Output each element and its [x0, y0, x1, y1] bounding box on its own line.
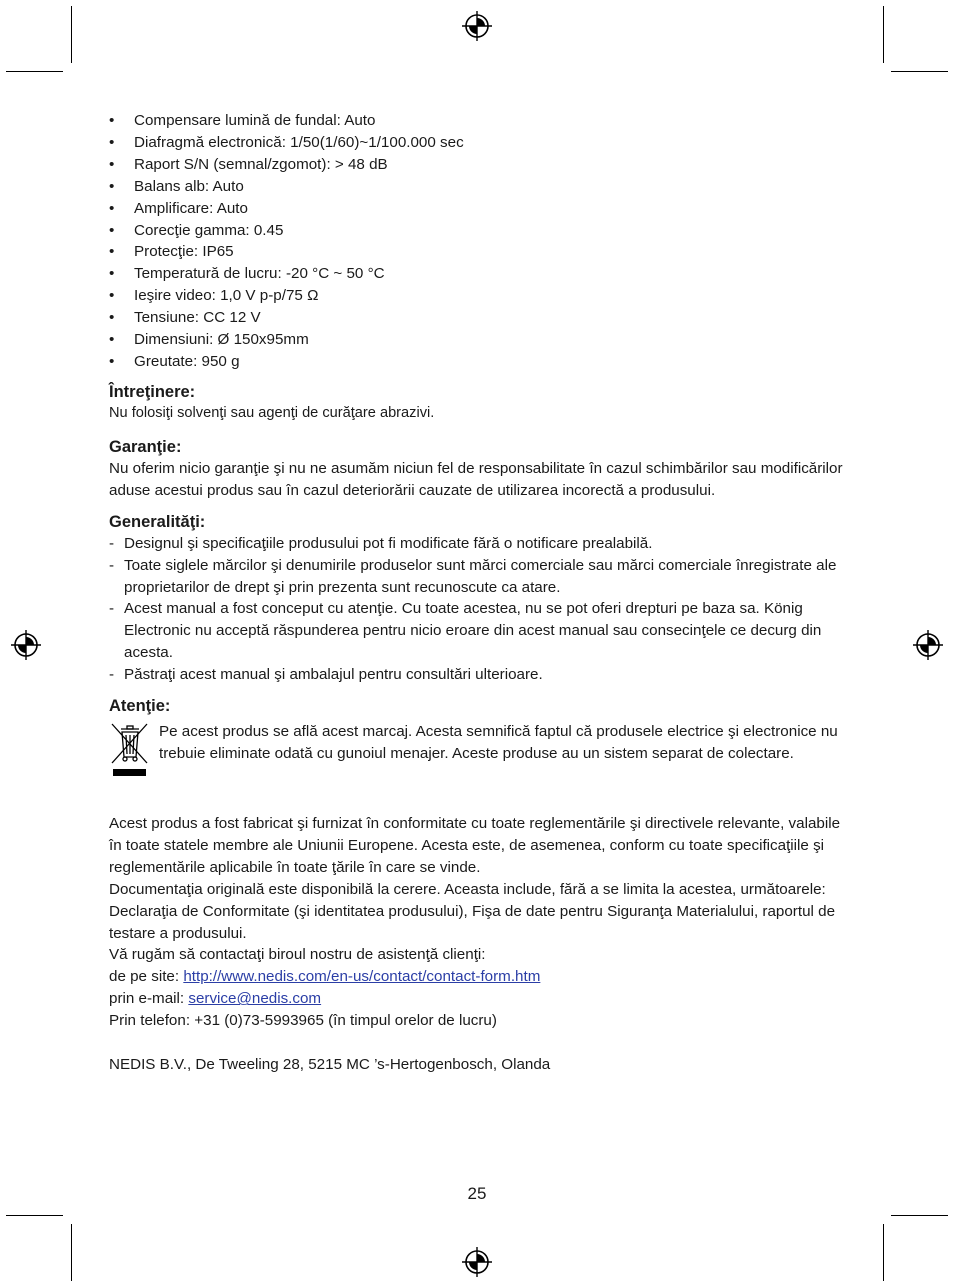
list-item: - Toate siglele mărcilor şi denumirile produselor sunt mărci comerciale sau mărci comerciale înregistrate ale proprietarilor de drept şi prin prezenta sunt recunoscute ca atare. [109, 555, 845, 599]
crop-mark [883, 1224, 884, 1281]
warranty-heading: Garanţie: [109, 437, 182, 456]
crop-mark [891, 71, 948, 72]
weee-crossed-bin-icon [109, 721, 149, 781]
list-item: • Raport S/N (semnal/zgomot): > 48 dB [109, 154, 845, 176]
warranty-text: Nu oferim nicio garanţie şi nu ne asumăm niciun fel de responsabilitate în cazul schimbărilor sau modificărilor aduse acestui produs sau în cazul deteriorării cauzate de utilizarea incorectă a produsului. [109, 459, 843, 499]
email-label: prin e-mail: [109, 990, 189, 1008]
crop-mark [891, 1215, 948, 1216]
crop-mark [883, 6, 884, 63]
list-item: • Balans alb: Auto [109, 176, 845, 198]
crop-mark [6, 1215, 63, 1216]
phone-line: Prin telefon: +31 (0)73-5993965 (în timpul orelor de lucru) [109, 1012, 497, 1030]
crop-mark [71, 6, 72, 63]
contact-line: Vă rugăm să contactaţi biroul nostru de asistenţă clienţi: [109, 946, 486, 964]
maintenance-text: Nu folosiţi solvenţi sau agenţi de curăţare abrazivi. [109, 404, 435, 421]
list-item: • Dimensiuni: Ø 150x95mm [109, 329, 845, 351]
website-label: de pe site: [109, 968, 184, 986]
attention-heading: Atenţie: [109, 697, 171, 716]
weee-notice [109, 721, 845, 781]
maintenance-heading: Întreţinere: [109, 382, 196, 401]
list-item: - Designul şi specificaţiile produsului pot fi modificate fără o notificare prealabilă. [109, 533, 845, 555]
compliance-section [109, 813, 845, 1076]
page-number: 25 [467, 1184, 487, 1203]
website-link[interactable]: http://www.nedis.com/en-us/contact/contact-form.htm [183, 968, 541, 986]
registration-mark-icon [11, 630, 41, 660]
email-line [109, 988, 845, 1010]
registration-mark-icon [462, 1247, 492, 1277]
spec-list [109, 110, 845, 373]
compliance-paragraph: Acest produs a fost fabricat şi furnizat în conformitate cu toate reglementările şi directivele relevante, valabile în toate statele membre ale Uniunii Europene. Acesta este, de asemenea, conform cu toate specificaţiile şi reglementările aplicabile în toate ţările în care se vinde. [109, 815, 841, 876]
weee-text: Pe acest produs se află acest marcaj. Acesta semnifică faptul că produsele electrice şi electronice nu trebuie eliminate odată cu gunoiul menajer. Aceste produse au un sistem separat de colectare. [159, 723, 838, 762]
list-item: - Păstraţi acest manual şi ambalajul pentru consultări ulterioare. [109, 664, 845, 686]
general-list [109, 533, 845, 686]
list-item: - Acest manual a fost conceput cu atenţie. Cu toate acestea, nu se pot oferi drepturi pe baza sa. König Electronic nu acceptă răspunderea pentru nicio eroare din acest manual sau consecinţele ce decurg din acesta. [109, 598, 845, 664]
registration-mark-icon [913, 630, 943, 660]
list-item: • Diafragmă electronică: 1/50(1/60)~1/100.000 sec [109, 132, 845, 154]
list-item: • Corecţie gamma: 0.45 [109, 220, 845, 242]
company-address: NEDIS B.V., De Tweeling 28, 5215 MC ’s-Hertogenbosch, Olanda [109, 1056, 551, 1074]
crop-mark [6, 71, 63, 72]
crop-mark [71, 1224, 72, 1281]
list-item: • Compensare lumină de fundal: Auto [109, 110, 845, 132]
list-item: • Tensiune: CC 12 V [109, 307, 845, 329]
documentation-paragraph: Documentaţia originală este disponibilă la cerere. Aceasta include, fără a se limita la acestea, următoarele: Declaraţia de Conformitate (şi identitatea produsului), Fişa de date pentru Siguranţa Materialului, raportul de testare a produsului. [109, 880, 836, 942]
list-item: • Protecţie: IP65 [109, 241, 845, 263]
list-item: • Temperatură de lucru: -20 °C ~ 50 °C [109, 263, 845, 285]
website-line [109, 966, 845, 988]
email-link[interactable]: service@nedis.com [188, 990, 322, 1008]
page-content [109, 110, 845, 1076]
general-heading: Generalităţi: [109, 512, 206, 531]
list-item: • Amplificare: Auto [109, 198, 845, 220]
registration-mark-icon [462, 11, 492, 41]
list-item: • Greutate: 950 g [109, 351, 845, 373]
list-item: • Ieşire video: 1,0 V p-p/75 Ω [109, 285, 845, 307]
